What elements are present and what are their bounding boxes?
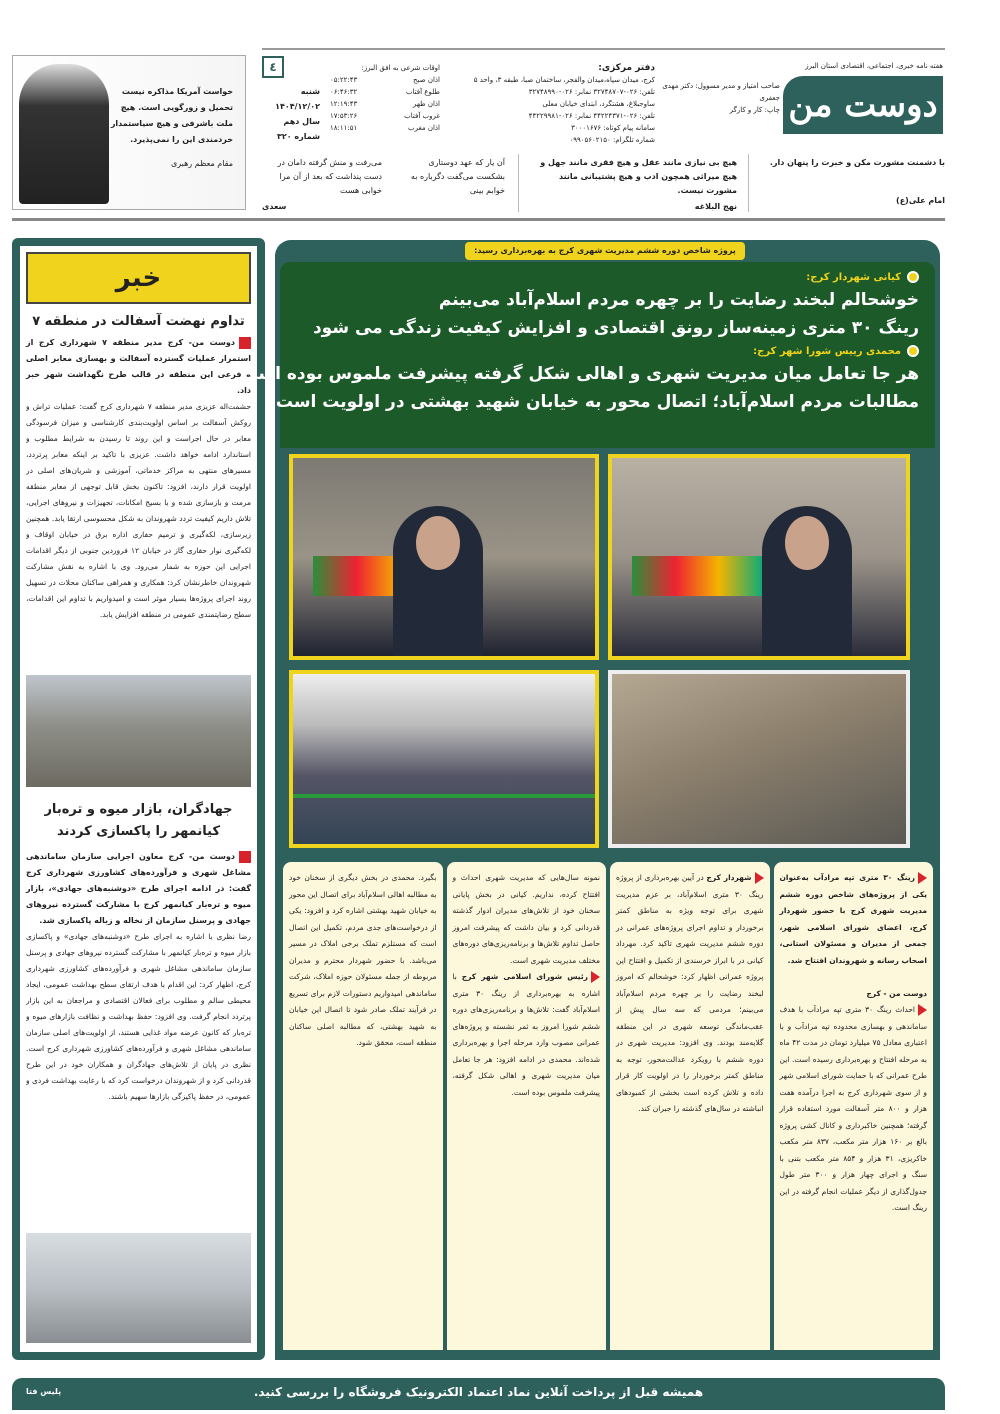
prayer-value: ۱۸:۱۱:۵۱ — [330, 124, 358, 132]
quote-saadi-1 — [405, 156, 505, 198]
quote-nahj — [527, 156, 737, 214]
leader-quote-source: مقام معظم رهبری — [170, 159, 233, 168]
article-column-4 — [283, 862, 443, 1350]
footer-banner — [12, 1378, 945, 1410]
prayer-row — [330, 110, 440, 122]
prayer-row — [330, 86, 440, 98]
leader-quote — [103, 84, 233, 172]
issue-year: سال دهم — [283, 117, 320, 126]
speaker-mayor — [296, 268, 919, 286]
office-line: تلفن: ۰۲۶-۳۲۷۴۸۷۰۷ نمابر: ۰۲۶-۳۲۷۴۸۹۹۰ — [528, 88, 655, 96]
prayer-label: غروب آفتاب — [404, 112, 440, 120]
article-text: در آیین بهره‌برداری از پروژه رینگ ۳۰ متری اسلام‌آباد، بر عزم مدیریت شهری برای توجه ویژه به مناطق کمتر برخوردار و تداوم اجرای پروژه‌های عمرانی در دوره ششم مدیریت شهری تاکید کرد. مهرداد کیانی در با ابراز خرسندی از تکمیل و افتتاح این پروژه عمرانی اظهار کرد: خوشحالم که امروز لبخند رضایت را بر چهره مردم اسلام‌آباد می‌بینم؛ مردمی که سه سال پیش از عقب‌ماندگی توسعه شهری در این منطقه گلایه‌مند بودند. وی افزود: مدیریت شهری در دوره ششم با رویکرد عدالت‌محور، توجه به مناطق کمتر برخوردار را در اولویت کار قرار داده و تلاش کرده است بخشی از کمبودهای انباشته در سال‌های گذشته را جبران کند. — [616, 873, 764, 1113]
news-mark-icon — [239, 851, 251, 863]
publisher-line: صاحب امتیاز و مدیر مسوول: دکتر مهدی جعفری — [662, 82, 780, 102]
divider — [518, 154, 519, 212]
article-intro: رینگ ۳۰ متری تپه مرادآب به‌عنوان یکی از پروژه‌های شاخص دوره ششم مدیریت شهری کرج با حضور شهردار کرج، اعضای شورای اسلامی شهر، جمعی از مدیران و مسئولان استانی، اصحاب رسانه و شهروندان افتتاح شد. — [779, 873, 927, 965]
news-body: رضا نظری با اشاره به اجرای طرح «دوشنبه‌های جهادی» و پاکسازی بازار میوه و تره‌بار کیانمهر با مشارکت گسترده نیروهای جهادی و پرسنل سازمان ساماندهی مشاغل شهری و فرآورده‌های کشاورزی شهرداری کرج، اظهار کرد: این اقدام با هدف ارتقای سطح بهداشت عمومی، ایجاد محیطی سالم و مطلوب برای فعالان اقتصادی و مراجعان به این بازار پرتردد انجام گرفت. وی افزود: حفظ بهداشت و نظافت بازارهای میوه و تره‌بار که کانون عرضه مواد غذایی هستند، از اولویت‌های اصلی سازمان ساماندهی مشاغل شهری و فرآورده‌های کشاورزی شهرداری کرج است. نظری در پایان از تلاش‌های جهادگران و همکاران خود در این طرح قدردانی کرد و از شهروندان درخواست کرد که با رعایت بهداشت فردی و عمومی، در حفظ پاکیزگی بازارها سهیم باشند. — [26, 932, 251, 1101]
news-label: خبر — [26, 252, 251, 304]
issue-date: ۱۴۰۴/۱۲/۰۲ — [275, 102, 320, 111]
bullet-icon — [907, 271, 919, 283]
article-text: با اشاره به بهره‌برداری از رینگ ۳۰ متری اسلام‌آباد گفت: تلاش‌ها و برنامه‌ریزی‌های دوره ششم شورا امروز به ثمر نشسته و پروژه‌های عمرانی مصوب وارد مرحله اجرا و بهره‌برداری شده‌اند. محمدی در ادامه افزود: هر جا تعامل میان مدیریت شهری و اهالی شکل گرفته، پیشرفت ملموس بوده است. — [452, 972, 600, 1097]
quote-text: با دشمنت مشورت مکن و خبرت را پنهان دار. — [769, 158, 945, 167]
prayer-value: ۰۵:۲۲:۴۳ — [330, 76, 358, 84]
page-number: ٤ — [262, 56, 284, 78]
office-line: سامانه پیام کوتاه: ۳۰۰۰۱۶۷۶ — [571, 124, 655, 132]
prayer-value: ۱۲:۱۹:۴۳ — [330, 100, 358, 108]
news-title: جهادگران، بازار میوه و تره‌بار کیانمهر را پاکسازی کردند — [44, 802, 233, 839]
office-line: ساوجبلاغ، هشتگرد، ابتدای خیابان معلی — [542, 100, 655, 108]
quote-source: سعدی — [262, 202, 287, 211]
leader-photo — [19, 64, 109, 204]
kicker: پروژه شاخص دوره ششم مدیریت شهری کرج به بهره‌برداری رسید: — [465, 242, 745, 260]
ribbon-cutting-photo — [289, 670, 599, 848]
article-column-2 — [610, 862, 770, 1350]
news-lead — [26, 335, 251, 399]
article-column-1 — [774, 862, 934, 1350]
news-mark-icon — [239, 337, 251, 349]
office-line: تلفن: ۰۲۶-۴۴۲۲۴۳۷۱ نمابر: ۰۲۶-۴۴۲۲۹۹۸۱ — [528, 112, 655, 120]
office-title: دفتر مرکزی: — [598, 63, 655, 73]
news-body: حشمت‌اله عزیزی مدیر منطقه ۷ شهرداری کرج گفت: عملیات تراش و روکش آسفالت بر اساس اولویت‌بندی کارشناسی و میزان فرسودگی معابر در حال اجراست و این روند تا رسیدن به شرایط مطلوب و استاندارد ادامه خواهد داشت. عزیزی با تاکید بر اینکه معابر پرتردد، مسیرهای منتهی به مراکز خدماتی، آموزشی و شریان‌های اصلی در اولویت قرار دارند، افزود: تاکنون بخش قابل توجهی از معابر منطقه مرمت و بازسازی شده و با بسیج امکانات، تجهیزات و نیروهای اجرایی، تلاش داریم کیفیت تردد شهروندان به شکل محسوسی ارتقا یابد. همچنین زیرسازی، لکه‌گیری و ترمیم حفاری اداره برق در خیابان اوقاف و لکه‌گیری نوار حفاری گاز در خیابان ۱۲ فروردین جنوبی از دیگر اقدامات اجرایی این حوزه به شمار می‌رود. وی با اشاره به نقش مشارکت شهروندان خاطرنشان کرد: همکاری و همراهی ساکنان محلات در تسهیل روند اجرای پروژه‌ها بسیار موثر است و امیدواریم با تداوم این اقدامات، سطح رضایتمندی عمومی در منطقه افزایش یابد. — [26, 402, 251, 619]
article-text: احداث رینگ ۳۰ متری تپه مرادآب با هدف ساماندهی و بهسازی محدوده تپه مرادآب و با اعتباری معادل ۷۵ میلیارد تومان در مدت ۴۲ ماه به مرحله افتتاح و بهره‌برداری رسیده است. این طرح عمرانی که با حمایت شورای اسلامی شهر و از سوی شهرداری کرج به اجرا درآمده هفت هزار و ۸۰۰ متر آسفالت مورد استفاده قرار گرفته؛ همچنین خاکبرداری و کانال کشی پروژه بالغ بر ۱۶۰ هزار متر مکعب، ۸۳۷ متر مکعب خاکریزی، ۳۱ هزار و ۸۵۴ متر مکعب بتنی با سنگ و اجرای چهار هزار و ۳۰۰ متر طول جدول‌گذاری از دیگر عملیات انجام گرفته در این رینگ است. — [779, 1005, 928, 1212]
article-lead: شهردار کرج — [706, 873, 752, 882]
quote-imam-ali — [755, 156, 945, 208]
article-columns — [283, 862, 933, 1350]
arrow-icon — [918, 872, 927, 884]
quote-text: می‌رفت و منش گرفته دامان در دست پنداشت که بعد از آن مرا خوابی هست — [277, 158, 382, 195]
speaker-name: محمدی رییس شورا شهر کرج: — [753, 345, 901, 357]
footer-message: همیشه قبل از پرداخت آنلاین نماد اعتماد الکترونیک فروشگاه را بررسی کنید. — [253, 1385, 704, 1399]
headline: رینگ ۳۰ متری زمینه‌ساز رونق اقتصادی و افزایش کیفیت زندگی می شود — [312, 318, 919, 338]
header-rule — [12, 218, 945, 221]
prayer-label: اذان مغرب — [408, 124, 440, 132]
arrow-icon — [755, 872, 764, 884]
quote-saadi-2 — [262, 156, 382, 214]
ribbon — [293, 794, 595, 798]
footer-source: پلیس فتا — [26, 1387, 62, 1396]
prayer-label: اذان ظهر — [412, 100, 440, 108]
microphones — [632, 556, 762, 596]
speaker-figure — [762, 506, 852, 656]
prayer-value: ۰۶:۴۶:۳۲ — [330, 88, 358, 96]
article-text: نمونه سال‌هایی که مدیریت شهری احداث و افتتاح کرده، نداریم. کیانی در بخش پایانی سخنان خود از تلاش‌های مدیران ادوار گذشته قدردانی کرد و بیان داشت که پیشرفت امروز حاصل تداوم تلاش‌ها و برنامه‌ریزی‌های دوره‌های مختلف مدیریت شهری است. — [452, 873, 600, 965]
prayer-label: طلوع آفتاب — [405, 88, 440, 96]
news-title: تداوم نهضت آسفالت در منطقه ۷ — [32, 314, 245, 329]
prayer-times — [330, 62, 440, 134]
divider — [748, 154, 749, 212]
prayer-row — [330, 98, 440, 110]
prayer-row — [330, 74, 440, 86]
issue-info — [262, 84, 320, 144]
office-info — [445, 62, 655, 146]
headline: خوشحالم لبخند رضایت را بر چهره مردم اسلام‌آباد می‌بینم — [438, 290, 919, 310]
news-lead — [26, 849, 251, 929]
arrow-icon — [918, 1004, 927, 1016]
news-lead-text: دوست من- کرج معاون اجرایی سازمان ساماندهی مشاغل شهری و فرآورده‌های کشاورزی شهرداری کرج گفت: در ادامه اجرای طرح «دوشنبه‌های جهادی»، بازار میوه و تره‌بار کیانمهر کرج با مشارکت گسترده نیروهای جهادی و پرسنل سازمان از نخاله و زباله پاکسازی شد. — [26, 852, 251, 925]
headline-box — [240, 262, 935, 448]
ring-road-aerial-photo — [608, 670, 910, 848]
speaker-figure — [393, 506, 483, 656]
quote-text: آن یار که عهد دوستاری بشکست می‌گفت دگرباره به خوابم بینی — [410, 158, 505, 195]
prayer-value: ۱۷:۵۳:۲۶ — [330, 112, 358, 120]
article-lead: رئیس شورای اسلامی شهر کرج — [461, 972, 588, 981]
quote-text: هیچ بی نیازی مانند عقل و هیچ فقری مانند جهل و هیچ میراثی همچون ادب و هیچ پشتیبانی مانند مشورت نیست. — [540, 158, 737, 195]
speaker-name: کیانی شهردار کرج: — [806, 271, 901, 283]
street-asphalt-photo — [26, 675, 251, 787]
prayer-times-title: اوقات شرعی به افق البرز: — [361, 64, 440, 72]
article-column-3 — [447, 862, 607, 1350]
bullet-icon — [907, 345, 919, 357]
prayer-row — [330, 122, 440, 134]
quote-source: امام علی(ع) — [896, 196, 945, 205]
header-rule — [262, 48, 945, 50]
printer-line: چاپ: کار و کارگر — [729, 106, 780, 114]
office-line: شماره تلگرام: ۰۹۹۰۵۶۰۲۱۵۰ — [569, 136, 655, 144]
publisher-info — [640, 80, 780, 116]
prayer-label: اذان صبح — [413, 76, 440, 84]
leader-quote-text: خواست آمریکا مذاکره نیست تحمیل و زورگویی است. هیچ ملت باشرفی و هیچ سیاستمدار خردمندی این را نمی‌پذیرد. — [110, 87, 233, 144]
tagline: هفته نامه خبری، اجتماعی، اقتصادی استان البرز — [805, 62, 943, 70]
leader-quote-box — [12, 55, 246, 210]
main-story — [240, 240, 940, 1360]
article-text: بگیرد. محمدی در بخش دیگری از سخنان خود به مطالبه اهالی اسلام‌آباد برای اتصال این محور به خیابان شهید بهشتی اشاره کرد و افزود: یکی از درخواست‌های جدی مردم، تکمیل این اتصال است که مستلزم تملک برخی املاک در مسیر می‌باشد. با حضور شهردار محترم و مدیران مربوطه از جمله مسئولان حوزه املاک، شرکت ساماندهی امیدواریم دستورات لازم برای تسریع در فرآیند تملک صادر شود تا اتصال این خیابان به شهید بهشتی، که مطالبه اصلی ساکنان منطقه است، محقق شود. — [289, 873, 437, 1047]
masthead-logo: دوست من — [783, 76, 943, 134]
mayor-speaking-photo — [608, 454, 910, 660]
news-lead-text: دوست من- کرج مدیر منطقه ۷ شهرداری کرج از استمرار عملیات گسترده آسفالت و بهسازی معابر اصلی و فرعی این منطقه در قالب طرح نگهداشت شهر خبر داد. — [26, 338, 251, 395]
council-head-speaking-photo — [289, 454, 599, 660]
quote-source: نهج البلاغه — [694, 202, 737, 211]
office-line: کرج، میدان سپاه،میدان والفجر، ساختمان صبا، طبقه ۳، واحد ۵ — [473, 76, 655, 84]
article-byline: دوست من - کرج — [866, 988, 927, 998]
speaker-council — [296, 342, 919, 360]
issue-number: شماره ۳۲۰ — [276, 132, 320, 141]
headline: هر جا تعامل میان مدیریت شهری و اهالی شکل گرفته پیشرفت ملموس بوده است — [240, 364, 919, 384]
arrow-icon — [591, 971, 600, 983]
issue-day: شنبه — [300, 87, 320, 96]
market-cleaning-photo — [26, 1233, 251, 1343]
news-column — [12, 238, 265, 1360]
headline: مطالبات مردم اسلام‌آباد؛ اتصال محور به خیابان شهید بهشتی در اولویت است — [275, 392, 919, 412]
